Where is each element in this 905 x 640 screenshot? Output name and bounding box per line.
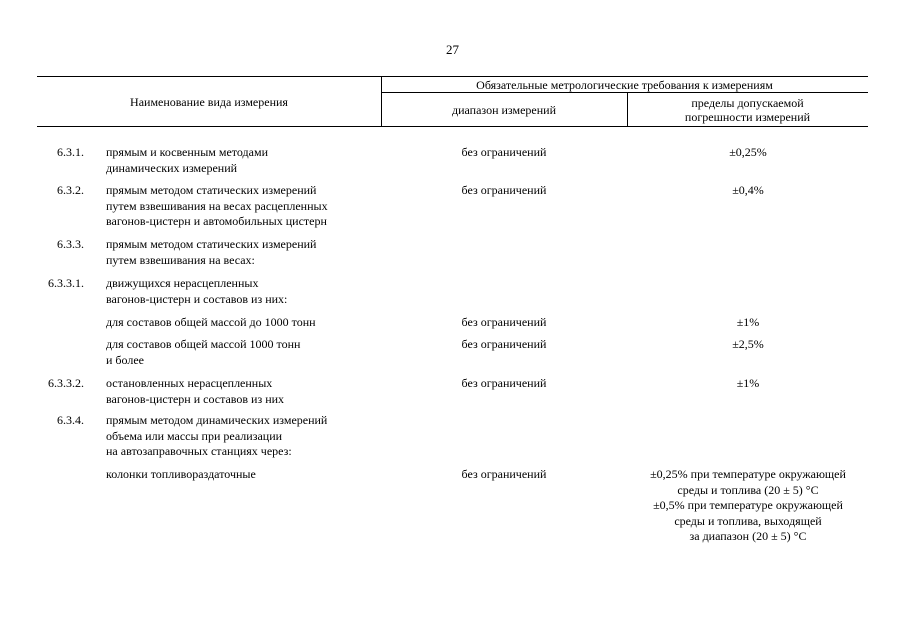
row-error: ±0,25% при температуре окружающей среды и топлива (20 ± 5) °C ±0,5% при температуре окружающей среды и топлива, выходящей за диапазон (20 ± 5) °C	[650, 467, 846, 543]
row-range: без ограничений	[461, 337, 547, 351]
row-number: 6.3.4.	[57, 413, 84, 427]
row-range: без ограничений	[461, 183, 547, 197]
page-number: 27	[446, 42, 459, 57]
row-name: прямым и косвенным методами динамических измерений	[106, 145, 268, 175]
header-metrological-requirements: Обязательные метрологические требования к измерениям	[476, 78, 773, 92]
row-name: прямым методом статических измерений путем взвешивания на весах расцепленных вагонов-цистерн и автомобильных цистерн	[106, 183, 328, 228]
header-bottom-rule	[37, 126, 868, 127]
row-number: 6.3.2.	[57, 183, 84, 197]
header-measurement-type: Наименование вида измерения	[130, 95, 288, 109]
row-number: 6.3.1.	[57, 145, 84, 159]
row-name: для составов общей массой 1000 тонн и более	[106, 337, 301, 367]
row-range: без ограничений	[461, 315, 547, 329]
row-name: остановленных нерасцепленных вагонов-цистерн и составов из них	[106, 376, 285, 406]
row-range: без ограничений	[461, 376, 547, 390]
header-measurement-range: диапазон измерений	[451, 103, 557, 117]
row-number: 6.3.3.	[57, 237, 84, 251]
row-name: колонки топливораздаточные	[106, 467, 256, 481]
table-top-rule	[37, 76, 868, 77]
row-error: ±0,4%	[732, 183, 764, 197]
row-name: для составов общей массой до 1000 тонн	[106, 315, 316, 329]
row-error: ±1%	[736, 315, 760, 329]
row-error: ±0,25%	[729, 145, 767, 159]
row-error: ±2,5%	[732, 337, 764, 351]
row-range: без ограничений	[461, 467, 547, 481]
header-permissible-error: пределы допускаемой погрешности измерений	[684, 96, 811, 124]
row-name: движущихся нерасцепленных вагонов-цистерн и составов из них:	[106, 276, 288, 306]
row-name: прямым методом динамических измерений объема или массы при реализации на автозаправочных станциях через:	[106, 413, 328, 458]
row-range: без ограничений	[461, 145, 547, 159]
row-name: прямым методом статических измерений путем взвешивания на весах:	[106, 237, 317, 267]
row-number: 6.3.3.2.	[48, 376, 84, 390]
row-number: 6.3.3.1.	[48, 276, 84, 290]
row-error: ±1%	[736, 376, 760, 390]
group-header-rule	[381, 92, 868, 93]
